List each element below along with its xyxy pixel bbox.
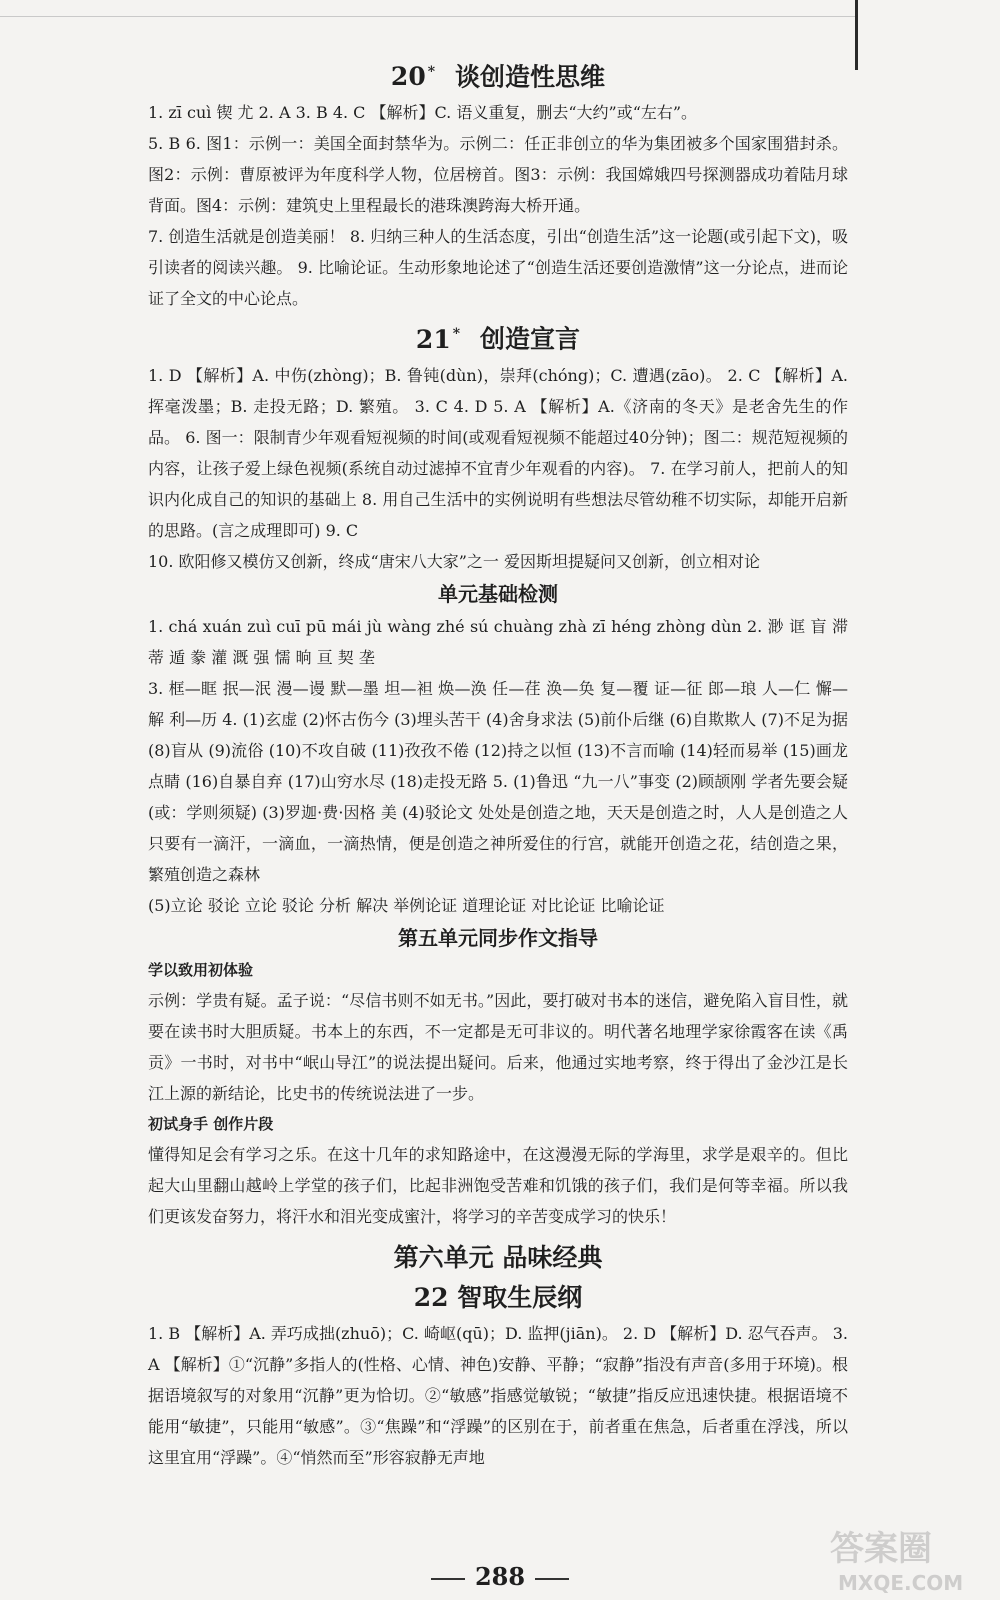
section-heading-21 <box>148 314 848 359</box>
unit-test-heading: 单元基础检测 <box>438 581 558 606</box>
answer-page <box>148 52 848 1473</box>
answer-paragraph: 5. B 6. 图1：示例一：美国全面封禁华为。示例二：任正非创立的华为集团被多个国家围猎封杀。图2：示例：曹原被评为年度科学人物，位居榜首。图3：示例：我国嫦娥四号探测器成功着陆月球背面。图4：示例：建筑史上里程最长的港珠澳跨海大桥开通。 <box>148 134 848 216</box>
answer-paragraph: 1. B 【解析】A. 弄巧成拙(zhuō)；C. 崎岖(qū)；D. 监押(jiān)。 2. D 【解析】D. 忍气吞声。 3. A 【解析】①“沉静”多指人的(性格、心情、神色)安静、平静；“寂静”指没有声音(多用于环境)。根据语境叙写的对象用“沉静”更为恰切。②“敏感”指感觉敏锐；“敏捷”指反应迅速快捷。根据语境不能用“敏捷”，只能用“敏感”。③“焦躁”和“浮躁”的区别在于，前者重在焦急，后者重在浮浅，所以这里宜用“浮躁”。④“悄然而至”形容寂静无声地 <box>148 1323 848 1467</box>
lesson-heading: 22 智取生辰纲 <box>413 1282 583 1312</box>
section-title: 创造宣言 <box>480 324 581 354</box>
sample-paragraph: 示例：学贵有疑。孟子说：“尽信书则不如无书。”因此，要打破对书本的迷信，避免陷入盲目性，就要在读书时大胆质疑。书本上的东西，不一定都是无可非议的。明代著名地理学家徐霞客在读《禹贡》一书时，对书中“岷山导江”的说法提出疑问。后来，他通过实地考察，终于得出了金沙江是长江上源的新结论，比史书的传统说法进了一步。 <box>148 990 848 1103</box>
section-star: * <box>427 64 436 80</box>
section-title: 谈创造性思维 <box>455 62 606 92</box>
watermark-text: 答案圈 <box>830 1529 932 1569</box>
section-star: * <box>452 326 461 343</box>
answer-paragraph: 7. 创造生活就是创造美丽！ 8. 归纳三种人的生活态度，引出“创造生活”这一论题(或引起下文)，吸引读者的阅读兴趣。 9. 比喻论证。生动形象地论述了“创造生活还要创造激情”这一分论点，进而论证了全文的中心论点。 <box>148 227 848 309</box>
footer-dash-right <box>535 1578 569 1580</box>
watermark-url: MXQE.COM <box>838 1571 964 1595</box>
answer-paragraph: 1. D 【解析】A. 中伤(zhòng)；B. 鲁钝(dùn)，崇拜(chóng)；C. 遭遇(zāo)。 2. C 【解析】A. 挥毫泼墨；B. 走投无路；D. 繁殖。 3. C 4. D 5. A 【解析】A.《济南的冬天》是老舍先生的作品。 6. 图一：限制青少年观看短视频的时间(或观看短视频不能超过40分钟)；图二：规范短视频的内容，让孩子爱上绿色视频(系统自动过滤掉不宜青少年观看的内容)。 7. 在学习前人，把前人的知识内化成自己的知识的基础上 8. 用自己生活中的实例说明有些想法尽管幼稚不切实际，却能开启新的思路。(言之成理即可) 9. C <box>148 365 848 540</box>
answer-paragraph: (5)立论 驳论 立论 驳论 分析 解决 举例论证 道理论证 对比论证 比喻论证 <box>148 895 665 915</box>
page-edge-mark <box>855 0 858 70</box>
section-heading-20 <box>148 52 848 97</box>
footer-dash-left <box>431 1578 465 1580</box>
answer-paragraph: 1. chá xuán zuì cuī pū mái jù wàng zhé sú chuàng zhà zī héng zhòng dùn 2. 渺 诓 盲 滞 蒂 遁 豢 灌 溉 强 懦 晌 亘 契 垄 <box>148 616 849 667</box>
writing-guide-heading: 第五单元同步作文指导 <box>398 925 598 950</box>
section-number: 21 <box>415 324 451 354</box>
page-number: 288 <box>474 1562 526 1591</box>
subsection-label: 学以致用初体验 <box>148 960 254 979</box>
unit-heading: 第六单元 品味经典 <box>393 1242 603 1272</box>
answer-paragraph: 3. 框—眶 抿—泯 漫—谩 默—墨 坦—袒 焕—涣 任—荏 涣—奂 复—覆 证—征 郎—琅 人—仁 懈—解 利—历 4. (1)玄虚 (2)怀古伤今 (3)埋头苦干 (4)舍身求法 (5)前仆后继 (6)自欺欺人 (7)不足为据 (8)盲从 (9)流俗 (10)不攻自破 (11)孜孜不倦 (12)持之以恒 (13)不言而喻 (14)轻而易举 (15)画龙点睛 (16)自暴自弃 (17)山穷水尽 (18)走投无路 5. (1)鲁迅 “九一八”事变 (2)顾颉刚 学者先要会疑(或：学则须疑) (3)罗迦·费·因格 美 (4)驳论文 处处是创造之地，天天是创造之时，人人是创造之人 只要有一滴汗，一滴血，一滴热情，便是创造之神所爱住的行宫，就能开创造之花，结创造之果，繁殖创造之森林 <box>148 678 848 884</box>
sample-paragraph: 懂得知足会有学习之乐。在这十几年的求知路途中，在这漫漫无际的学海里，求学是艰辛的。但比起大山里翻山越岭上学堂的孩子们，比起非洲饱受苦难和饥饿的孩子们，我们是何等幸福。所以我们更该发奋努力，将汗水和泪光变成蜜汁，将学习的辛苦变成学习的快乐！ <box>148 1144 848 1226</box>
answer-paragraph: 10. 欧阳修又模仿又创新，终成“唐宋八大家”之一 爱因斯坦提疑问又创新，创立相对论 <box>148 551 760 571</box>
answer-paragraph: 1. zī cuì 锲 尤 2. A 3. B 4. C 【解析】C. 语义重复，删去“大约”或“左右”。 <box>148 103 698 123</box>
section-number: 20 <box>390 62 426 92</box>
page-footer <box>0 1562 1000 1591</box>
subsection-label: 初试身手 创作片段 <box>148 1114 274 1133</box>
top-rule <box>0 16 855 17</box>
